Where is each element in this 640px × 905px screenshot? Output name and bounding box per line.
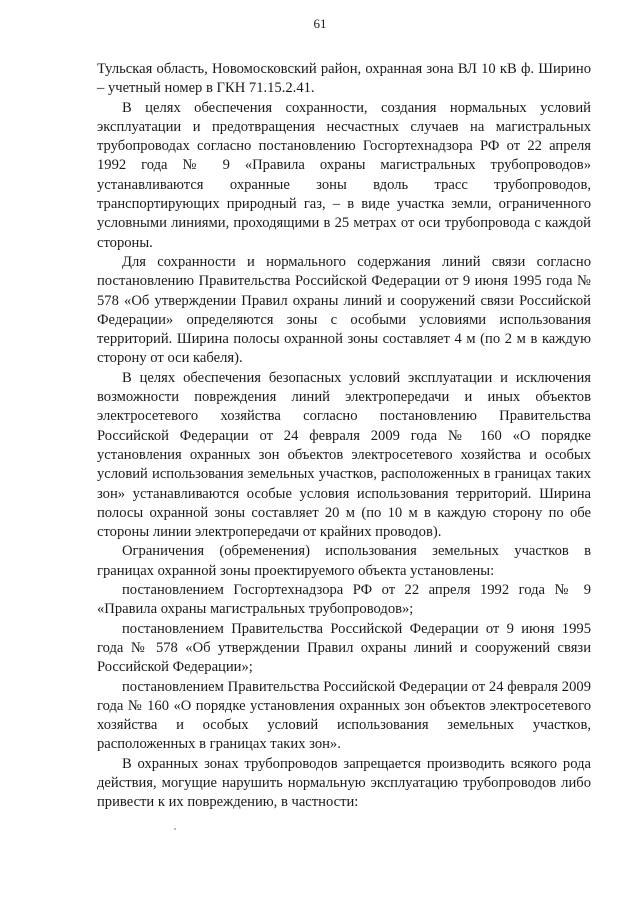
list-item-resolution-578: постановлением Правительства Российской Федерации от 9 июня 1995 года № 578 «Об утверждении Правил охраны линий и сооружений связи Российской Федерации»; <box>97 620 591 676</box>
paragraph-location: Тульская область, Новомосковский район, охранная зона ВЛ 10 кВ ф. Ширино – учетный номер в ГКН 71.15.2.41. <box>97 61 591 97</box>
document-body <box>97 60 591 813</box>
paragraph-power-lines: В целях обеспечения безопасных условий эксплуатации и исключения возможности повреждения линий электропередачи и иных объектов электросетевого хозяйства согласно постановлению Правительства Российской Федерации от 24 февраля 2009 года № 160 «О порядке установления охранных зон объектов электросетевого хозяйства и особых условий использования земельных участков, расположенных в границах таких зон» устанавливаются особые условия использования территорий. Ширина полосы охранной зоны составляет 20 м (по 10 м в каждую сторону по обе стороны линии электропередачи от крайних проводов). <box>97 369 591 541</box>
scan-speck <box>174 828 176 830</box>
paragraph-communication-lines: Для сохранности и нормального содержания линий связи согласно постановлению Правительства Российской Федерации от 9 июня 1995 года № 578 «Об утверждении Правил охраны линий и сооружений связи Российской Федерации» определяются зоны с особыми условиями использования территорий. Ширина полосы охранной зоны составляет 4 м (по 2 м в каждую сторону от оси кабеля). <box>97 253 591 367</box>
paragraph-restrictions-intro: Ограничения (обременения) использования земельных участков в границах охранной зоны проектируемого объекта установлены: <box>97 543 591 579</box>
list-item-gosgortekhnadzor: постановлением Госгортехнадзора РФ от 22 апреля 1992 года № 9 «Правила охраны магистральных трубопроводов»; <box>97 582 591 618</box>
list-item-resolution-160: постановлением Правительства Российской Федерации от 24 февраля 2009 года № 160 «О порядке установления охранных зон объектов электросетевого хозяйства и особых условий использования земельных участков, расположенных в границах таких зон». <box>97 678 591 753</box>
paragraph-pipeline-zones: В целях обеспечения сохранности, создания нормальных условий эксплуатации и предотвращения несчастных случаев на магистральных трубопроводах согласно постановлению Госгортехнадзора РФ от 22 апреля 1992 года № 9 «Правила охраны магистральных трубопроводов» устанавливаются охранные зоны вдоль трасс трубопроводов, транспортирующих природный газ, – в виде участка земли, ограниченного условными линиями, проходящими в 25 метрах от оси трубопровода с каждой стороны. <box>97 99 591 251</box>
paragraph-prohibitions: В охранных зонах трубопроводов запрещается производить всякого рода действия, могущие нарушить нормальную эксплуатацию трубопроводов либо привести к их повреждению, в частности: <box>97 755 591 811</box>
page-number: 61 <box>313 16 327 31</box>
